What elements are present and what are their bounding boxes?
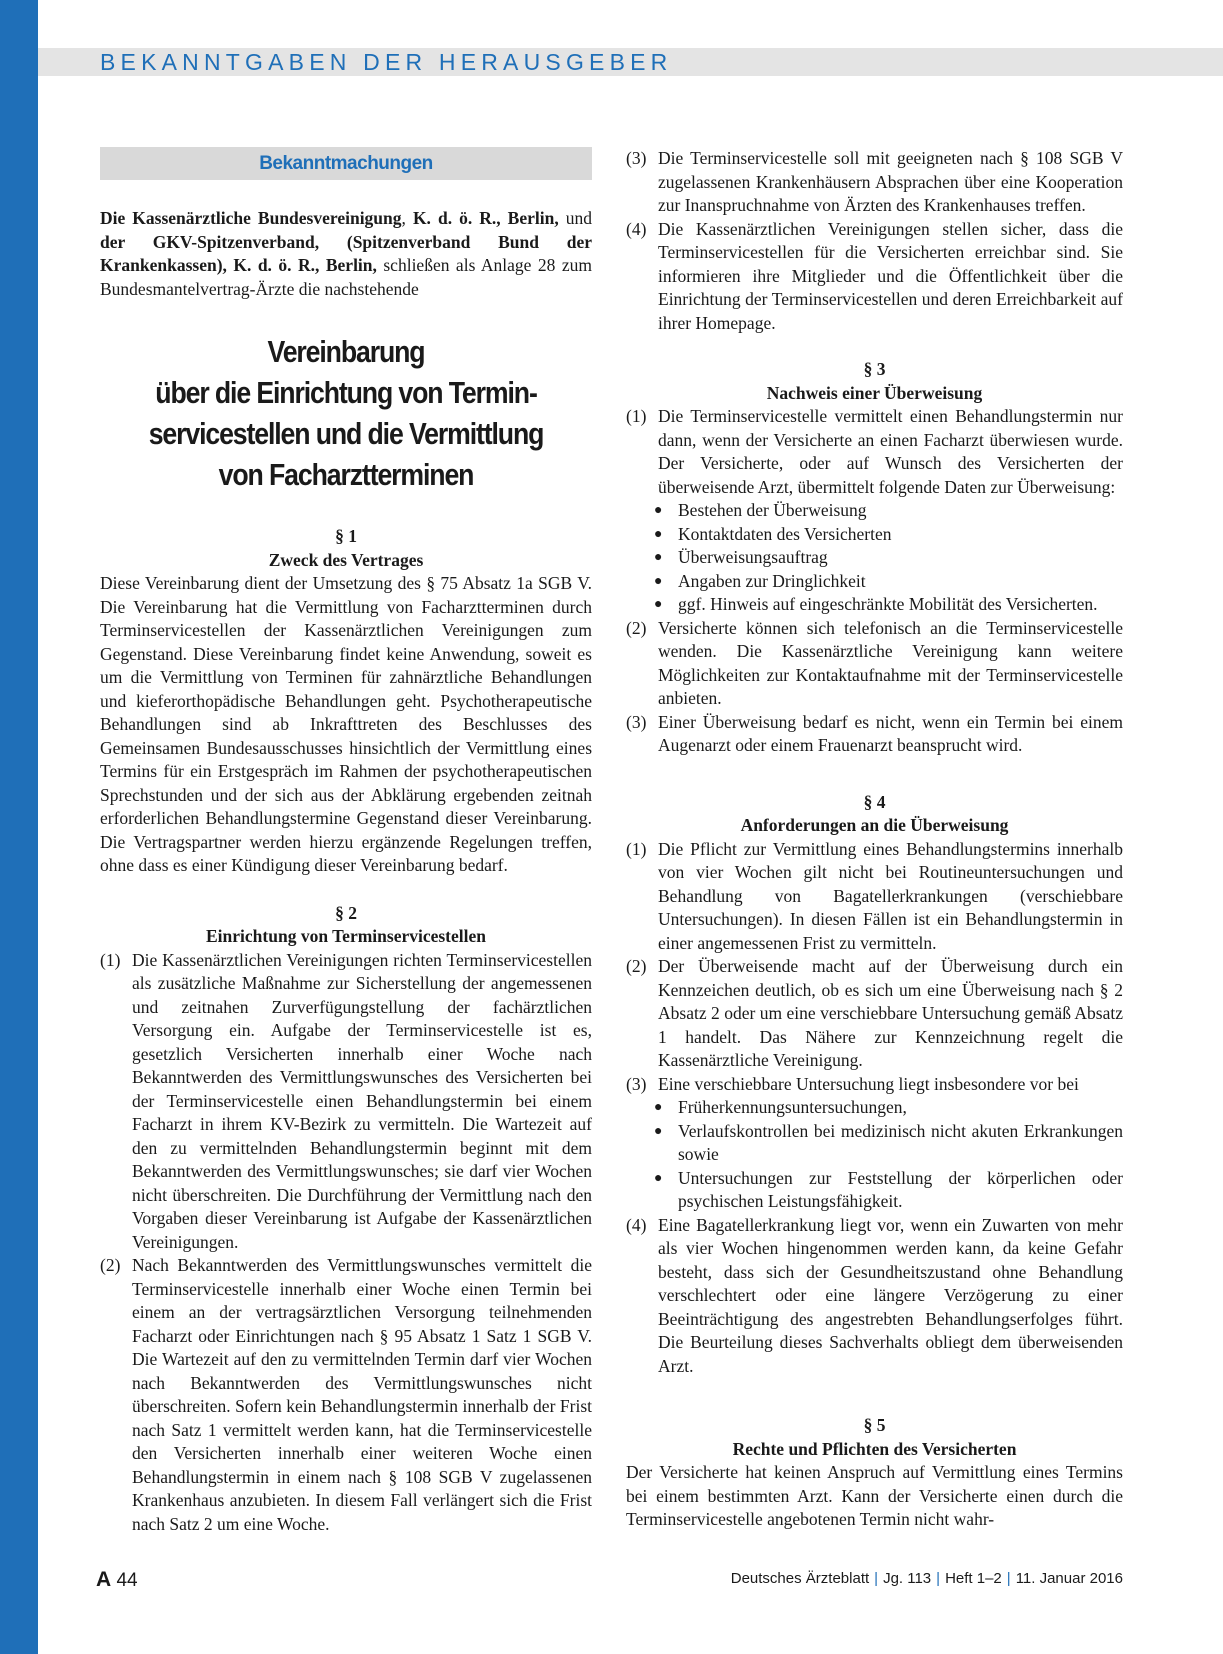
section-1 [100,525,592,878]
section-2-item-2 [100,1254,592,1536]
intro-and: und [558,208,592,228]
item-number: (4) [626,218,647,239]
item-text: Versicherte können sich telefonisch an die Terminservicestelle wenden. Die Kassenärztliche Vereinigung kann weitere Möglichkeiten zur Kontaktaufnahme mit der Terminservicestelle anbieten. [658,617,1123,708]
title-line-4: von Facharztterminen [218,457,474,492]
separator: | [874,1570,879,1587]
journal-issue: Heft 1–2 [945,1570,1002,1587]
section-2-item-3 [626,147,1123,218]
section-3-item-1 [626,405,1123,499]
item-text: Die Kassenärztlichen Vereinigungen richten Terminservicestellen als zusätzliche Maßnahme zur Sicherstellung der angemessenen und zeitnahen Zurverfügungstellung der fachärztlichen Versorgung ein. Aufgabe der Terminservicestelle ist es, gesetzlich Versicherten innerhalb einer Woche nach Bekanntwerden des Vermittlungswunsches des Versicherten bei der Terminservicestelle einen Behandlungstermin bei einem Facharzt in ihrem KV-Bezirk zu vermitteln. Die Wartezeit auf den zu vermittelnden Behandlungstermin beginnt mit dem Bekanntwerden des Vermittlungswunsches; sie darf vier Wochen nicht überschreiten. Die Durchführung der Vermittlung nach den Vorgaben dieser Vereinbarung ist Aufgabe der Kassenärztlichen Vereinigungen. [132,949,592,1252]
item-number: (4) [626,1214,647,1235]
item-text: Eine verschiebbare Untersuchung liegt insbesondere vor bei [658,1073,1079,1094]
section-4-item-3 [626,1073,1123,1097]
bullet-icon: ● [654,1123,663,1139]
page-number-value: 44 [116,1570,138,1591]
item-text: Die Kassenärztlichen Vereinigungen stellen sicher, dass die Terminservicestellen für die Versicherten erreichbar sind. Sie informieren ihre Mitglieder und die Öffentlichkeit über die Einrichtung der Terminservicestellen und deren Erreichbarkeit auf ihrer Homepage. [658,218,1123,333]
intro-paragraph [100,207,592,301]
section-5 [626,1414,1123,1532]
bullet-icon: ● [654,550,663,565]
section-2 [100,902,592,1537]
intro-kbv: Die Kassenärztliche Bundesvereinigung [100,208,402,228]
separator: | [936,1570,941,1587]
item-number: (2) [626,617,647,638]
separator: | [1006,1570,1011,1587]
item-text: Nach Bekanntwerden des Vermittlungswunsches vermittelt die Terminservicestelle innerhalb einer Woche einen Termin bei einem an der vertragsärztlichen Versorgung teilnehmenden Facharzt oder Einrichtungen nach § 95 Absatz 1 Satz 1 SGB V. Die Wartezeit auf den zu vermittelnden Termin darf vier Wochen nach Bekanntwerden des Vermittlungswunsches nicht überschreiten. Sofern kein Behandlungstermin innerhalb der Frist nach Satz 1 vermittelt werden kann, hat die Terminservicestelle den Versicherten innerhalb einer weiteren Woche einen Behandlungstermin in einem nach § 108 SGB V zugelassenen Krankenhaus anzubieten. In diesem Fall verlängert sich die Frist nach Satz 2 um eine Woche. [132,1255,592,1534]
bullet-text: Untersuchungen zur Feststellung der körperlichen oder psychischen Leistungsfähigkeit. [678,1167,1123,1211]
bullet-item [626,523,1123,547]
bullet-text: Früherkennungsuntersuchungen, [678,1097,907,1117]
item-number: (1) [100,949,121,970]
section-2-item-1 [100,949,592,1255]
item-text: Die Pflicht zur Vermittlung eines Behandlungstermins innerhalb von vier Wochen gilt nicht bei Routineuntersuchungen und Behandlung von Bagatellerkrankungen (verschiebbare Untersuchungen). In diesen Fällen ist ein Behandlungstermin in einer angemessenen Frist zu vermitteln. [658,838,1123,953]
item-text: Der Überweisende macht auf der Überweisung durch ein Kennzeichen deutlich, ob es sich um eine Überweisung nach § 2 Absatz 2 oder um eine verschiebbare Untersuchung gemäß Absatz 1 handelt. Das Nähere zur Kennzeichnung regelt die Kassenärztliche Vereinigung. [658,956,1123,1070]
bullet-item [626,1096,1123,1120]
bullet-icon: ● [654,597,663,612]
section-4-item-1 [626,838,1123,956]
item-text: Eine Bagatellerkrankung liegt vor, wenn ein Zuwarten von mehr als vier Wochen hingenommen werden kann, da keine Gefahr besteht, dass sich der Gesundheitszustand ohne Behandlung verschlechtert oder eine längere Verzögerung zu einer Beeinträchtigung des angestrebten Behandlungserfolges führt. Die Beurteilung dieses Sachverhalts obliegt dem überweisenden Arzt. [658,1214,1123,1376]
bullet-icon: ● [654,526,663,542]
section-3-item-3 [626,711,1123,758]
bullet-item [626,499,1123,523]
bullet-item [626,593,1123,617]
intro-rest: schließen als Anlage 28 zum Bundesmantelvertrag-Ärzte die nachstehende [100,255,592,299]
section-3-number: § 3 [863,359,886,379]
intro-sep: , [401,208,413,228]
bullet-text: Kontaktdaten des Versicherten [678,523,892,544]
intro-gkv: der GKV-Spitzenverband, (Spitzenverband Bund der Krankenkassen), K. d. ö. R., Berlin, [100,231,592,275]
intro-kbv-form: K. d. ö. R., Berlin, [412,208,559,228]
section-4-number: § 4 [863,791,886,812]
bullet-item [626,1167,1123,1214]
section-5-title: Rechte und Pflichten des Versicherten [732,1438,1017,1459]
item-text: Einer Überweisung bedarf es nicht, wenn ein Termin bei einem Augenarzt oder einem Frauenarzt beansprucht wird. [658,711,1123,755]
section-2-item-4 [626,218,1123,336]
bullet-item [626,1120,1123,1167]
item-text: Die Terminservicestelle vermittelt einen Behandlungstermin nur dann, wenn der Versicherte an einen Facharzt überwiesen wurde. Der Versicherte, oder auf Wunsch des Versicherten der überweisende Arzt, übermittelt folgende Daten zur Überweisung: [658,406,1123,497]
page-number [96,1568,138,1592]
right-column [626,147,1123,1532]
bullet-text: Bestehen der Überweisung [678,500,867,520]
section-2-title: Einrichtung von Terminservicestellen [206,926,486,946]
section-4-item-4 [626,1214,1123,1379]
page-prefix: A [96,1568,112,1591]
item-number: (3) [626,148,647,168]
section-4-title: Anforderungen an die Überweisung [740,815,1009,835]
item-text: Die Terminservicestelle soll mit geeigneten nach § 108 SGB V zugelassenen Krankenhäusern Absprachen über eine Kooperation zur Inanspruchnahme von Ärzten des Krankenhauses treffen. [658,148,1123,215]
section-2-number: § 2 [335,902,357,923]
section-3-title: Nachweis einer Überweisung [766,382,983,403]
document-title [134,331,557,495]
title-line-2: über die Einrichtung von Termin- [155,375,537,410]
title-line-3: servicestellen und die Vermittlung [148,416,544,451]
left-color-bar [0,0,38,1654]
section-5-number: § 5 [863,1415,886,1435]
announcement-box [100,147,592,180]
bullet-item [626,546,1123,570]
item-number: (2) [626,956,647,976]
journal-name: Deutsches Ärzteblatt [730,1570,870,1587]
section-1-number: § 1 [335,526,357,546]
item-number: (2) [100,1255,121,1275]
item-number: (1) [626,406,647,426]
item-number: (3) [626,1073,647,1094]
bullet-icon: ● [654,503,663,518]
section-5-body: Der Versicherte hat keinen Anspruch auf Vermittlung eines Termins bei einem bestimmten Arzt. Kann der Versicherte einen durch die Terminservicestelle angebotenen Termin nicht wahr- [626,1462,1123,1529]
journal-date: 11. Januar 2016 [1015,1570,1123,1587]
item-number: (3) [626,711,647,732]
bullet-icon: ● [654,573,663,589]
journal-info [731,1570,1123,1587]
section-3-item-2 [626,617,1123,711]
announcement-label: Bekanntmachungen [259,153,433,174]
section-1-body: Diese Vereinbarung dient der Umsetzung des § 75 Absatz 1a SGB V. Die Vereinbarung hat die Vermittlung von Facharztterminen durch Terminservicestellen der Kassenärztlichen Vereinigungen zum Gegenstand. Diese Vereinbarung findet keine Anwendung, soweit es um die Vermittlung von Terminen für zahnärztliche Behandlungen und kieferorthopädische Behandlungen geht. Psychotherapeutische Behandlungen sind ab Inkrafttreten des Beschlusses des Gemeinsamen Bundesausschusses hinsichtlich der Vermittlung eines Termins für ein Erstgespräch im Rahmen der psychotherapeutischen Sprechstunden und der sich aus der Abklärung ergebenden zeitnah erforderlichen Behandlungstermine Gegenstand dieser Vereinbarung. Die Vertragspartner werden hierzu ergänzende Regelungen treffen, ohne dass es einer Kündigung dieser Vereinbarung bedarf. [100,573,592,875]
bullet-item [626,570,1123,594]
bullet-icon: ● [654,1170,663,1186]
item-number: (1) [626,838,647,859]
section-header: BEKANNTGABEN DER HERAUSGEBER [100,49,673,75]
bullet-text: Verlaufskontrollen bei medizinisch nicht akuten Erkrankungen sowie [678,1120,1123,1164]
section-1-title: Zweck des Vertrages [268,549,424,570]
bullet-icon: ● [654,1100,663,1115]
journal-volume: Jg. 113 [883,1570,932,1587]
bullet-text: Überweisungsauftrag [678,547,828,567]
section-3 [626,358,1123,758]
title-line-1: Vereinbarung [267,334,425,369]
section-4-item-2 [626,955,1123,1073]
section-4 [626,791,1123,1379]
left-column [100,147,592,1536]
bullet-text: Angaben zur Dringlichkeit [678,570,866,591]
bullet-text: ggf. Hinweis auf eingeschränkte Mobilität des Versicherten. [678,594,1098,614]
